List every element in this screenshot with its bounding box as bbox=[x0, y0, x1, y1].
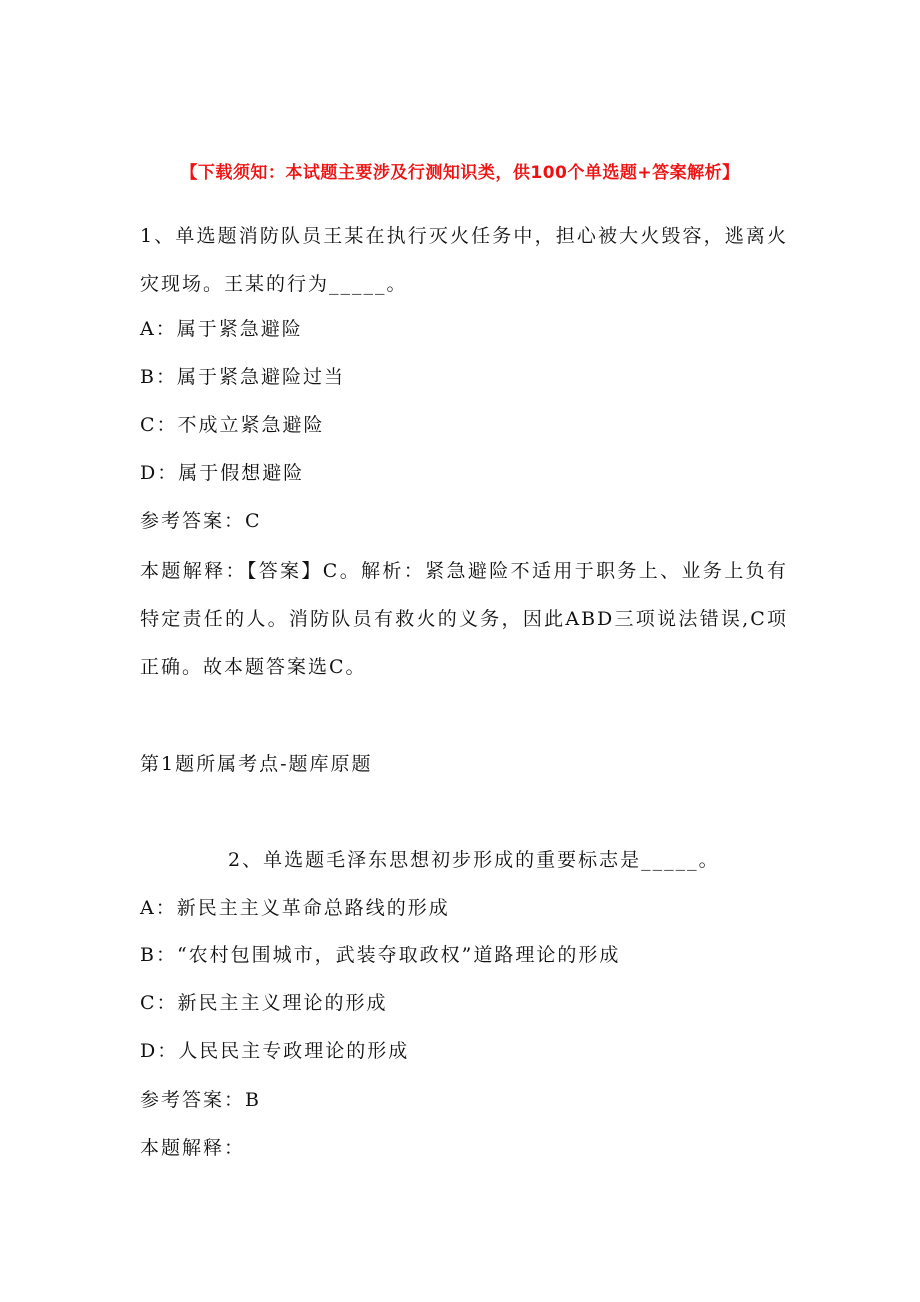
question-1-topic: 第1题所属考点-题库原题 bbox=[140, 753, 373, 775]
question-2-option-b: B：“农村包围城市，武装夺取政权”道路理论的形成 bbox=[140, 944, 621, 966]
question-1-answer: 参考答案：C bbox=[140, 510, 262, 532]
question-1-option-c: C：不成立紧急避险 bbox=[140, 414, 325, 436]
question-1-stem: 1、单选题消防队员王某在执行灭火任务中，担心被大火毁容，逃离火灾现场。王某的行为_____。 bbox=[140, 225, 788, 295]
question-1-explanation: 本题解释：【答案】C。解析：紧急避险不适用于职务上、业务上负有特定责任的人。消防队员有救火的义务，因此ABD三项说法错误,C项正确。故本题答案选C。 bbox=[140, 560, 788, 678]
question-2-stem: 2、单选题毛泽东思想初步形成的重要标志是_____。 bbox=[228, 849, 720, 871]
question-1-option-b: B：属于紧急避险过当 bbox=[140, 366, 345, 388]
question-1-option-a: A：属于紧急避险 bbox=[140, 318, 303, 340]
question-1-option-d: D：属于假想避险 bbox=[140, 462, 305, 484]
question-2-answer: 参考答案：B bbox=[140, 1089, 261, 1111]
question-2-option-d: D：人民民主专政理论的形成 bbox=[140, 1040, 410, 1062]
download-notice: 【下载须知：本试题主要涉及行测知识类，供100个单选题+答案解析】 bbox=[180, 163, 740, 183]
question-2-explanation: 本题解释： bbox=[140, 1137, 246, 1159]
question-2-option-c: C：新民主主义理论的形成 bbox=[140, 992, 388, 1014]
question-2-option-a: A：新民主主义革命总路线的形成 bbox=[140, 897, 450, 919]
